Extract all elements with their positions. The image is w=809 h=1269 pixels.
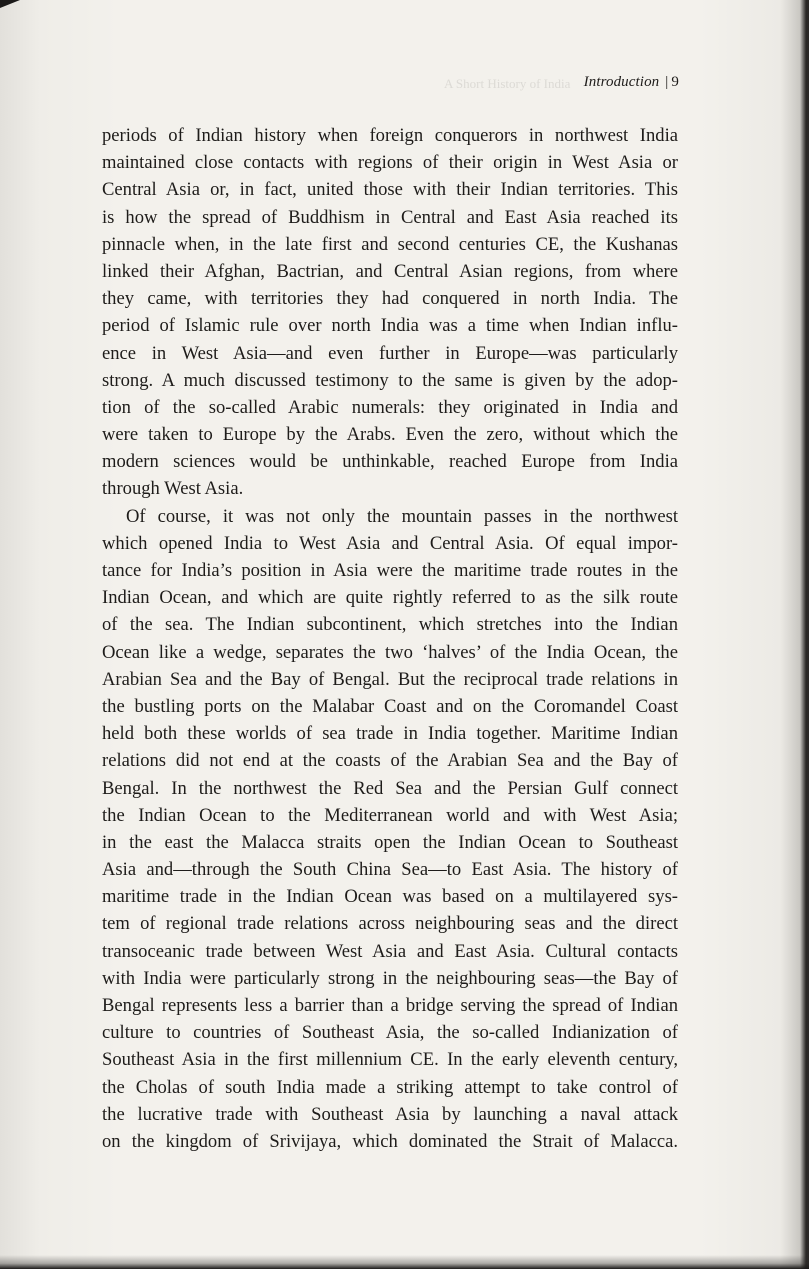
show-through-text: A Short History of India xyxy=(444,76,571,91)
text-line: period of Islamic rule over north India was a time when Indian influ- xyxy=(102,315,678,337)
text-line: maintained close contacts with regions of their origin in West Asia or xyxy=(102,152,678,174)
page-number: 9 xyxy=(671,74,679,90)
text-line: relations did not end at the coasts of the Arabian Sea and the Bay of xyxy=(102,750,678,772)
text-line: in the east the Malacca straits open the Indian Ocean to Southeast xyxy=(102,831,678,853)
text-line: pinnacle when, in the late first and second centuries CE, the Kushanas xyxy=(102,233,678,255)
text-line: the bustling ports on the Malabar Coast and on the Coromandel Coast xyxy=(102,695,678,717)
text-line: strong. A much discussed testimony to the same is given by the adop- xyxy=(102,369,678,391)
text-line: tem of regional trade relations across neighbouring seas and the direct xyxy=(102,913,678,935)
text-line: the Indian Ocean to the Mediterranean world and with West Asia; xyxy=(102,804,678,826)
text-line: maritime trade in the Indian Ocean was based on a multilayered sys- xyxy=(102,886,678,908)
text-line: the lucrative trade with Southeast Asia by launching a naval attack xyxy=(102,1103,678,1125)
text-line: tance for India’s position in Asia were the maritime trade routes in the xyxy=(102,560,678,581)
text-line: is how the spread of Buddhism in Central and East Asia reached its xyxy=(102,206,678,228)
text-line: Asia and—through the South China Sea—to East Asia. The history of xyxy=(102,859,678,881)
text-line: tion of the so-called Arabic numerals: they originated in India and xyxy=(102,396,678,418)
text-line: Bengal represents less a barrier than a bridge serving the spread of Indian xyxy=(102,995,678,1016)
text-line: transoceanic trade between West Asia and East Asia. Cultural contacts xyxy=(102,940,678,962)
page-corner-shadow xyxy=(0,0,20,8)
text-line: Bengal. In the northwest the Red Sea and the Persian Gulf connect xyxy=(102,777,678,799)
paragraph-last-line: through West Asia. xyxy=(102,478,244,500)
text-line: which opened India to West Asia and Central Asia. Of equal impor- xyxy=(102,532,678,554)
text-line: Indian Ocean, and which are quite rightly referred to as the silk route xyxy=(102,587,678,609)
text-line: they came, with territories they had conquered in north India. The xyxy=(102,288,678,310)
running-head xyxy=(584,74,679,91)
text-line: modern sciences would be unthinkable, reached Europe from India xyxy=(102,451,678,473)
text-line: with India were particularly strong in the neighbouring seas—the Bay of xyxy=(102,967,678,989)
text-line: ence in West Asia—and even further in Europe—was particularly xyxy=(102,342,678,364)
text-line: Central Asia or, in fact, united those with their Indian territories. This xyxy=(102,179,678,201)
text-line: Ocean like a wedge, separates the two ‘halves’ of the India Ocean, the xyxy=(102,641,678,663)
paragraph-first-line: Of course, it was not only the mountain passes in the northwest xyxy=(126,505,678,527)
text-line: the Cholas of south India made a striking attempt to take control of xyxy=(102,1076,678,1098)
text-line: Southeast Asia in the first millennium CE. In the early eleventh century, xyxy=(102,1049,678,1071)
text-line: Arabian Sea and the Bay of Bengal. But the reciprocal trade relations in xyxy=(102,668,678,690)
running-head-title: Introduction xyxy=(583,74,660,90)
text-line: of the sea. The Indian subcontinent, which stretches into the Indian xyxy=(102,614,678,636)
text-line: on the kingdom of Srivijaya, which dominated the Strait of Malacca. xyxy=(102,1130,678,1152)
text-line: linked their Afghan, Bactrian, and Central Asian regions, from where xyxy=(102,260,678,282)
text-line: were taken to Europe by the Arabs. Even the zero, without which the xyxy=(102,424,678,446)
text-line: periods of Indian history when foreign conquerors in northwest India xyxy=(102,125,678,146)
text-line: culture to countries of Southeast Asia, the so-called Indianization of xyxy=(102,1022,678,1044)
running-head-separator: | xyxy=(665,74,669,90)
page-bottom-shadow xyxy=(0,1255,809,1269)
text-line: held both these worlds of sea trade in India together. Maritime Indian xyxy=(102,723,678,745)
body-text xyxy=(102,122,678,1155)
